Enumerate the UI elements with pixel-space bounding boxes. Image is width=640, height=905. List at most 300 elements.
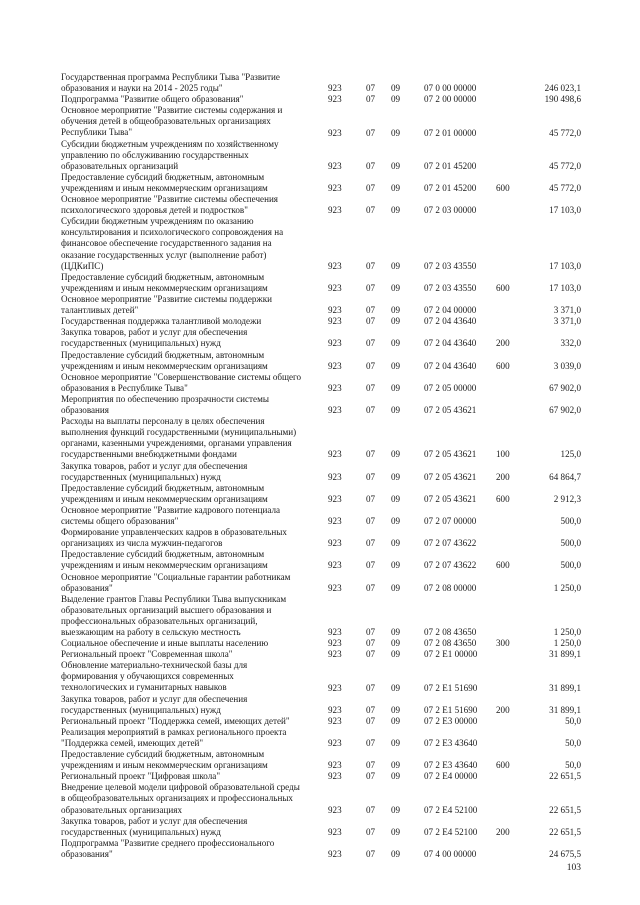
target-article: 07 2 E1 51690 (424, 704, 478, 715)
ministry-code: 923 (328, 560, 342, 571)
table-row (0, 527, 640, 549)
ministry-code: 923 (328, 515, 342, 526)
table-row (0, 838, 640, 860)
target-article: 07 2 01 45200 (424, 160, 477, 171)
subsection-code: 09 (391, 582, 401, 593)
row-name-line: образовательных организаций высшего образования и (61, 604, 272, 615)
row-name-line: финансовое обеспечение государственного задания на (61, 238, 272, 249)
table-row (0, 139, 640, 172)
amount: 31 899,1 (549, 649, 581, 660)
subsection-code: 09 (391, 404, 401, 415)
row-name-line: Предоставление субсидий бюджетным, автономным (61, 271, 265, 282)
target-article: 07 2 03 00000 (424, 205, 477, 216)
amount: 1 250,0 (553, 626, 581, 637)
row-name-line: "Поддержка семей, имеющих детей" (61, 737, 204, 748)
section-code: 07 (366, 826, 376, 837)
section-code: 07 (366, 804, 376, 815)
section-code: 07 (366, 737, 376, 748)
ministry-code: 923 (328, 282, 342, 293)
amount: 3 371,0 (553, 305, 581, 316)
row-name-line: Основное мероприятие "Развитие системы поддержки (61, 294, 272, 304)
table-row (0, 716, 640, 727)
row-name-line: Основное мероприятие "Развитие системы обеспечения (61, 194, 278, 205)
row-name-line: (ЦДКиПС) (61, 260, 104, 271)
ministry-code: 923 (328, 382, 342, 393)
amount: 64 864,7 (549, 471, 581, 482)
target-article: 07 2 04 43640 (424, 360, 477, 371)
table-row (0, 771, 640, 782)
section-code: 07 (366, 360, 376, 371)
row-name-line: Субсидии бюджетным учреждениям по хозяйственному (61, 138, 279, 149)
amount: 1 250,0 (553, 582, 581, 593)
target-article: 07 2 E4 52100 (424, 804, 478, 815)
row-name-line: Основное мероприятие "Развитие кадрового потенциала (61, 504, 281, 515)
row-name (61, 327, 309, 349)
table-row (0, 649, 640, 660)
ministry-code: 923 (328, 493, 342, 504)
row-name-line: Реализация мероприятий в рамках регионального проекта (61, 726, 287, 737)
amount: 500,0 (560, 560, 581, 571)
row-name-line: образования" (61, 582, 113, 593)
table-row (0, 660, 640, 693)
row-name (61, 483, 309, 505)
row-name-line: выполнения функций государственными (муниципальными) (61, 427, 297, 438)
amount: 17 103,0 (549, 205, 581, 216)
section-code: 07 (366, 316, 376, 327)
ministry-code: 923 (328, 360, 342, 371)
amount: 67 902,0 (549, 382, 581, 393)
expense-type: 200 (496, 338, 510, 349)
amount: 31 899,1 (549, 704, 581, 715)
amount: 1 250,0 (553, 638, 581, 649)
row-name (61, 782, 309, 815)
subsection-code: 09 (391, 538, 401, 549)
row-name-line: Государственная поддержка талантливой молодежи (61, 316, 262, 327)
target-article: 07 2 03 43550 (424, 260, 477, 271)
ministry-code: 923 (328, 182, 342, 193)
row-name-line: Выделение грантов Главы Республики Тыва выпускникам (61, 593, 287, 604)
expense-type: 100 (496, 449, 510, 460)
target-article: 07 2 08 00000 (424, 582, 477, 593)
target-article: 07 4 00 00000 (424, 848, 477, 859)
row-name (61, 372, 309, 394)
ministry-code: 923 (328, 826, 342, 837)
row-name-line: Мероприятия по обеспечению прозрачности системы (61, 393, 269, 404)
target-article: 07 2 03 43550 (424, 282, 477, 293)
row-name-line: учреждениям и иным некоммерческим организациям (61, 760, 268, 771)
section-code: 07 (366, 305, 376, 316)
table-row (0, 350, 640, 372)
row-name (61, 94, 309, 105)
row-name-line: Социальное обеспечение и иные выплаты населению (61, 638, 269, 649)
row-name-line: организациях из числа мужчин-педагогов (61, 538, 223, 549)
target-article: 07 2 05 43621 (424, 471, 477, 482)
row-name (61, 272, 309, 294)
target-article: 07 2 01 45200 (424, 182, 477, 193)
target-article: 07 2 07 00000 (424, 515, 477, 526)
table-row (0, 694, 640, 716)
amount: 50,0 (565, 737, 581, 748)
target-article: 07 2 04 43640 (424, 316, 477, 327)
amount: 125,0 (560, 449, 581, 460)
row-name-line: учреждениям и иным некоммерческим организациям (61, 282, 268, 293)
subsection-code: 09 (391, 760, 401, 771)
subsection-code: 09 (391, 316, 401, 327)
page-number: 103 (566, 863, 581, 873)
ministry-code: 923 (328, 160, 342, 171)
row-name-line: в общеобразовательных организациях и профессиональных (61, 793, 293, 804)
subsection-code: 09 (391, 360, 401, 371)
row-name-line: Закупка товаров, работ и услуг для обеспечения (61, 327, 248, 338)
row-name (61, 316, 309, 327)
row-name (61, 572, 309, 594)
row-name (61, 216, 309, 271)
row-name-line: Предоставление субсидий бюджетным, автономным (61, 349, 265, 360)
section-code: 07 (366, 626, 376, 637)
subsection-code: 09 (391, 560, 401, 571)
table-row (0, 394, 640, 416)
row-name (61, 416, 309, 460)
section-code: 07 (366, 682, 376, 693)
subsection-code: 09 (391, 205, 401, 216)
amount: 332,0 (560, 338, 581, 349)
row-name (61, 194, 309, 216)
row-name-line: образования" (61, 848, 113, 859)
section-code: 07 (366, 160, 376, 171)
row-name-line: консультирования и психологического сопровождения на (61, 227, 284, 238)
amount: 22 651,5 (549, 804, 581, 815)
row-name (61, 816, 309, 838)
expense-type: 600 (496, 493, 510, 504)
row-name-line: Расходы на выплаты персоналу в целях обеспечения (61, 416, 265, 427)
row-name-line: государственными внебюджетными фондами (61, 449, 237, 460)
amount: 45 772,0 (549, 182, 581, 193)
table-row (0, 416, 640, 460)
row-name-line: образования в Республике Тыва" (61, 382, 188, 393)
target-article: 07 2 05 43621 (424, 493, 477, 504)
table-row (0, 272, 640, 294)
table-row (0, 194, 640, 216)
target-article: 07 2 01 00000 (424, 127, 477, 138)
target-article: 07 2 08 43650 (424, 638, 477, 649)
table-row (0, 549, 640, 571)
target-article: 07 2 E1 00000 (424, 649, 478, 660)
row-name (61, 350, 309, 372)
section-code: 07 (366, 471, 376, 482)
table-row (0, 638, 640, 649)
row-name-line: Подпрограмма "Развитие среднего профессионального (61, 837, 275, 848)
subsection-code: 09 (391, 83, 401, 94)
target-article: 07 2 05 43621 (424, 449, 477, 460)
subsection-code: 09 (391, 771, 401, 782)
row-name-line: Закупка товаров, работ и услуг для обеспечения (61, 693, 248, 704)
row-name-line: Закупка товаров, работ и услуг для обеспечения (61, 460, 248, 471)
subsection-code: 09 (391, 127, 401, 138)
section-code: 07 (366, 338, 376, 349)
section-code: 07 (366, 94, 376, 105)
subsection-code: 09 (391, 282, 401, 293)
subsection-code: 09 (391, 649, 401, 660)
amount: 22 651,5 (549, 771, 581, 782)
row-name-line: Формирование управленческих кадров в образовательных (61, 527, 287, 538)
amount: 22 651,5 (549, 826, 581, 837)
ministry-code: 923 (328, 260, 342, 271)
target-article: 07 2 07 43622 (424, 560, 477, 571)
row-name-line: органами, казенными учреждениями, органами управления (61, 438, 292, 449)
subsection-code: 09 (391, 737, 401, 748)
row-name-line: государственных (муниципальных) нужд (61, 471, 221, 482)
row-name-line: образования (61, 404, 109, 415)
section-code: 07 (366, 715, 376, 726)
row-name-line: обучения детей в общеобразовательных организациях (61, 116, 271, 127)
row-name (61, 660, 309, 693)
amount: 67 902,0 (549, 404, 581, 415)
row-name-line: Государственная программа Республики Тыва "Развитие (61, 72, 280, 82)
amount: 50,0 (565, 760, 581, 771)
table-row (0, 594, 640, 638)
ministry-code: 923 (328, 582, 342, 593)
expense-type: 200 (496, 704, 510, 715)
ministry-code: 923 (328, 449, 342, 460)
section-code: 07 (366, 260, 376, 271)
row-name-line: Подпрограмма "Развитие общего образования" (61, 94, 244, 105)
amount: 500,0 (560, 515, 581, 526)
ministry-code: 923 (328, 305, 342, 316)
target-article: 07 2 00 00000 (424, 94, 477, 105)
row-name (61, 394, 309, 416)
row-name (61, 139, 309, 172)
amount: 3 039,0 (553, 360, 581, 371)
section-code: 07 (366, 282, 376, 293)
table-row (0, 461, 640, 483)
row-name-line: Обновление материально-технической базы для (61, 660, 248, 671)
section-code: 07 (366, 182, 376, 193)
ministry-code: 923 (328, 682, 342, 693)
row-name-line: Закупка товаров, работ и услуг для обеспечения (61, 815, 248, 826)
section-code: 07 (366, 649, 376, 660)
row-name (61, 749, 309, 771)
target-article: 07 2 E3 43640 (424, 760, 478, 771)
section-code: 07 (366, 582, 376, 593)
subsection-code: 09 (391, 305, 401, 316)
target-article: 07 2 07 43622 (424, 538, 477, 549)
amount: 17 103,0 (549, 282, 581, 293)
ministry-code: 923 (328, 471, 342, 482)
row-name-line: психологического здоровья детей и подростков" (61, 205, 248, 216)
subsection-code: 09 (391, 449, 401, 460)
target-article: 07 2 04 43640 (424, 338, 477, 349)
row-name-line: Предоставление субсидий бюджетным, автономным (61, 171, 265, 182)
row-name-line: учреждениям и иным некоммерческим организациям (61, 360, 268, 371)
row-name (61, 549, 309, 571)
subsection-code: 09 (391, 715, 401, 726)
row-name (61, 716, 309, 727)
table-row (0, 372, 640, 394)
ministry-code: 923 (328, 205, 342, 216)
target-article: 07 2 05 43621 (424, 404, 477, 415)
table-row (0, 749, 640, 771)
ministry-code: 923 (328, 338, 342, 349)
row-name (61, 72, 309, 94)
section-code: 07 (366, 704, 376, 715)
row-name-line: Основное мероприятие "Развитие системы содержания и (61, 105, 283, 116)
section-code: 07 (366, 515, 376, 526)
row-name-line: талантливых детей" (61, 305, 139, 316)
row-name-line: профессиональных образовательных организаций, (61, 615, 258, 626)
row-name (61, 727, 309, 749)
subsection-code: 09 (391, 260, 401, 271)
section-code: 07 (366, 493, 376, 504)
table-row (0, 782, 640, 815)
row-name (61, 294, 309, 316)
section-code: 07 (366, 83, 376, 94)
ministry-code: 923 (328, 804, 342, 815)
row-name-line: учреждениям и иным некоммерческим организациям (61, 560, 268, 571)
row-name-line: формирования у обучающихся современных (61, 671, 234, 682)
row-name-line: Внедрение целевой модели цифровой образовательной среды (61, 782, 300, 793)
table-row (0, 316, 640, 327)
subsection-code: 09 (391, 682, 401, 693)
row-name-line: Предоставление субсидий бюджетным, автономным (61, 482, 265, 493)
row-name-line: выезжающим на работу в сельскую местность (61, 626, 241, 637)
row-name-line: управлению по обслуживанию государственных (61, 149, 249, 160)
section-code: 07 (366, 205, 376, 216)
row-name-line: Региональный проект "Цифровая школа" (61, 771, 221, 782)
row-name-line: системы общего образования" (61, 515, 179, 526)
row-name-line: Региональный проект "Поддержка семей, имеющих детей" (61, 715, 290, 726)
ministry-code: 923 (328, 638, 342, 649)
subsection-code: 09 (391, 94, 401, 105)
amount: 50,0 (565, 715, 581, 726)
section-code: 07 (366, 771, 376, 782)
table-row (0, 105, 640, 138)
ministry-code: 923 (328, 404, 342, 415)
subsection-code: 09 (391, 160, 401, 171)
target-article: 07 2 08 43650 (424, 626, 477, 637)
row-name (61, 649, 309, 660)
amount: 190 498,6 (544, 94, 581, 105)
row-name (61, 638, 309, 649)
row-name-line: образовательных организаций (61, 160, 179, 171)
row-name-line: Предоставление субсидий бюджетным, автономным (61, 749, 265, 760)
subsection-code: 09 (391, 338, 401, 349)
expense-type: 200 (496, 471, 510, 482)
amount: 45 772,0 (549, 127, 581, 138)
amount: 31 899,1 (549, 682, 581, 693)
ministry-code: 923 (328, 538, 342, 549)
expense-type: 600 (496, 282, 510, 293)
subsection-code: 09 (391, 826, 401, 837)
subsection-code: 09 (391, 471, 401, 482)
ministry-code: 923 (328, 715, 342, 726)
row-name (61, 594, 309, 638)
section-code: 07 (366, 538, 376, 549)
table-row (0, 94, 640, 105)
row-name-line: образования и науки на 2014 - 2025 годы" (61, 83, 223, 94)
row-name (61, 838, 309, 860)
subsection-code: 09 (391, 804, 401, 815)
ministry-code: 923 (328, 83, 342, 94)
table-row (0, 327, 640, 349)
section-code: 07 (366, 848, 376, 859)
row-name-line: технологических и гуманитарных навыков (61, 682, 227, 693)
subsection-code: 09 (391, 704, 401, 715)
target-article: 07 0 00 00000 (424, 83, 477, 94)
subsection-code: 09 (391, 515, 401, 526)
subsection-code: 09 (391, 626, 401, 637)
row-name (61, 172, 309, 194)
expense-type: 200 (496, 826, 510, 837)
ministry-code: 923 (328, 626, 342, 637)
ministry-code: 923 (328, 316, 342, 327)
subsection-code: 09 (391, 382, 401, 393)
subsection-code: 09 (391, 182, 401, 193)
table-row (0, 727, 640, 749)
row-name (61, 505, 309, 527)
table-row (0, 505, 640, 527)
row-name-line: Республики Тыва" (61, 127, 133, 138)
section-code: 07 (366, 638, 376, 649)
target-article: 07 2 05 00000 (424, 382, 477, 393)
ministry-code: 923 (328, 704, 342, 715)
ministry-code: 923 (328, 649, 342, 660)
table-row (0, 294, 640, 316)
ministry-code: 923 (328, 771, 342, 782)
row-name-line: государственных (муниципальных) нужд (61, 338, 221, 349)
table-row (0, 816, 640, 838)
table-row (0, 216, 640, 272)
row-name-line: Субсидии бюджетным учреждениям по оказанию (61, 216, 254, 227)
target-article: 07 2 E4 52100 (424, 826, 478, 837)
amount: 24 675,5 (549, 848, 581, 859)
row-name-line: государственных (муниципальных) нужд (61, 826, 221, 837)
row-name-line: Основное мероприятие "Социальные гарантии работникам (61, 571, 291, 582)
section-code: 07 (366, 404, 376, 415)
section-code: 07 (366, 382, 376, 393)
target-article: 07 2 E4 00000 (424, 771, 478, 782)
row-name-line: учреждениям и иным некоммерческим организациям (61, 182, 268, 193)
section-code: 07 (366, 760, 376, 771)
row-name-line: учреждениям и иным некоммерческим организациям (61, 493, 268, 504)
row-name (61, 694, 309, 716)
target-article: 07 2 04 00000 (424, 305, 477, 316)
target-article: 07 2 E3 00000 (424, 715, 478, 726)
target-article: 07 2 E3 43640 (424, 737, 478, 748)
section-code: 07 (366, 449, 376, 460)
row-name (61, 771, 309, 782)
amount: 246 023,1 (544, 83, 581, 94)
section-code: 07 (366, 560, 376, 571)
row-name-line: Региональный проект "Современная школа" (61, 649, 233, 660)
ministry-code: 923 (328, 94, 342, 105)
subsection-code: 09 (391, 493, 401, 504)
amount: 17 103,0 (549, 260, 581, 271)
ministry-code: 923 (328, 127, 342, 138)
expense-type: 600 (496, 560, 510, 571)
ministry-code: 923 (328, 848, 342, 859)
table-row (0, 172, 640, 194)
amount: 2 912,3 (553, 493, 581, 504)
ministry-code: 923 (328, 760, 342, 771)
row-name-line: образовательных организациях (61, 804, 182, 815)
row-name-line: государственных (муниципальных) нужд (61, 704, 221, 715)
row-name-line: Предоставление субсидий бюджетным, автономным (61, 549, 265, 560)
table-row (0, 572, 640, 594)
target-article: 07 2 E1 51690 (424, 682, 478, 693)
subsection-code: 09 (391, 638, 401, 649)
section-code: 07 (366, 127, 376, 138)
row-name (61, 105, 309, 138)
